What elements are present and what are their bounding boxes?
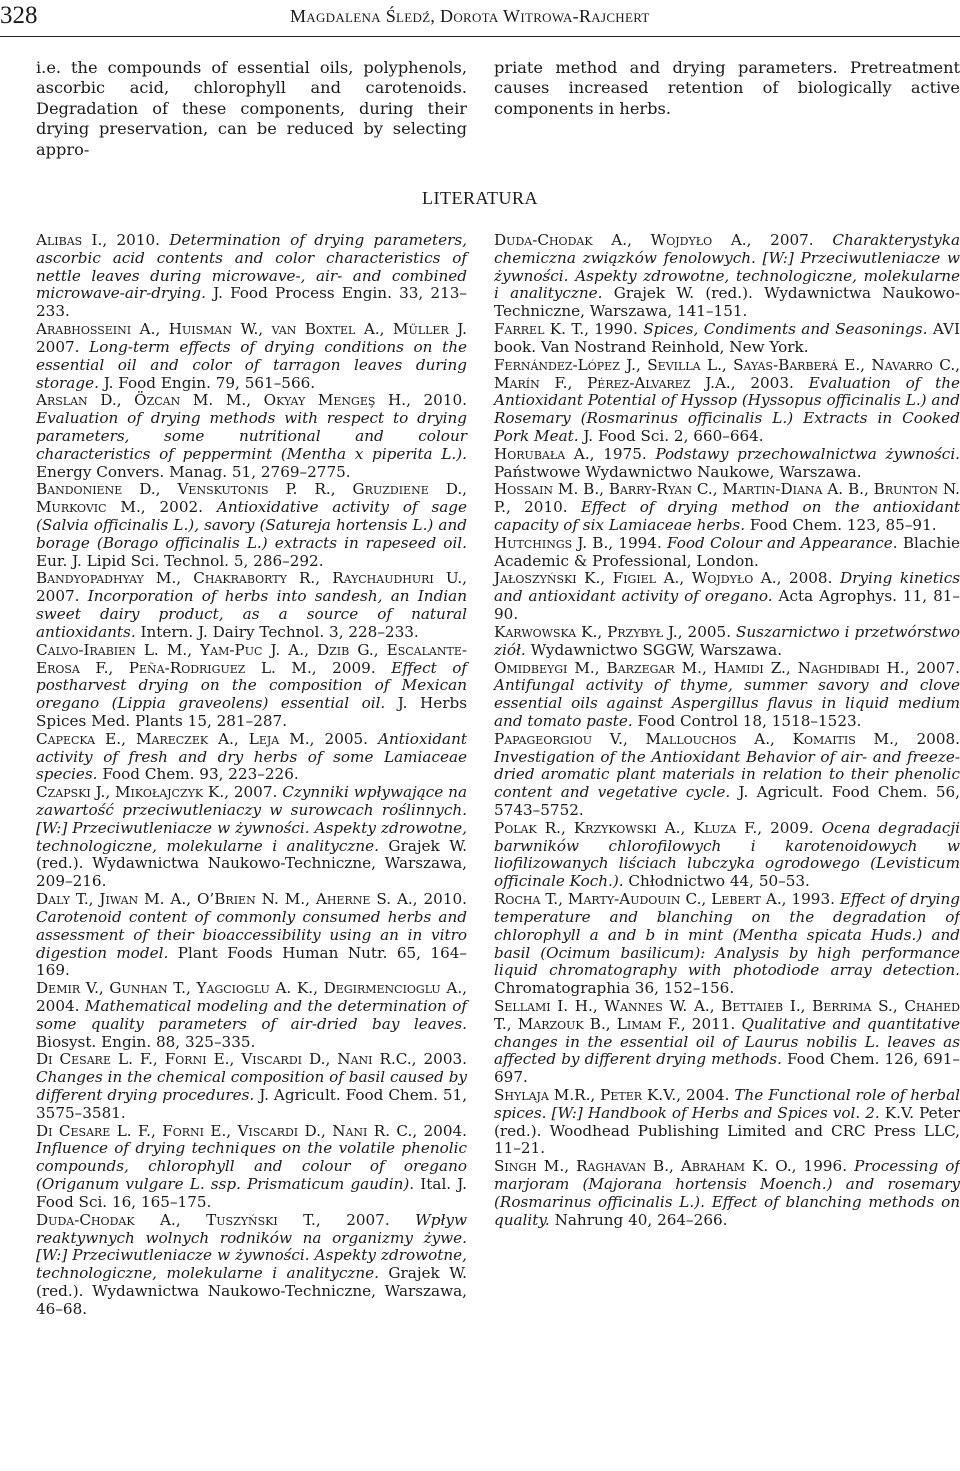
reference-authors: Jałoszyński K., Figiel A., Wojdyło A., 2008.	[494, 569, 833, 588]
reference-source: J. Herbs Spices Med. Plants 15, 281–287.	[36, 694, 467, 730]
reference-authors: Bandoniene D., Venskutonis P. R., Gruzdiene D., Murkovic M., 2002.	[36, 480, 467, 517]
intro-left-column	[36, 58, 467, 160]
reference-source: Food Control 18, 1518–1523.	[637, 711, 862, 730]
reference-source: Food Chem. 93, 223–226.	[102, 765, 299, 784]
page-header	[0, 0, 960, 37]
reference-source: Grajek W. (red.). Wydawnictwa Naukowo-Techniczne, Warszawa, 141–151.	[494, 284, 960, 321]
reference-entry	[494, 570, 960, 623]
reference-authors: Duda-Chodak A., Wojdyło A., 2007.	[494, 231, 814, 249]
reference-entry	[494, 232, 960, 321]
reference-source: Energy Convers. Manag. 51, 2769–2775.	[36, 462, 351, 481]
reference-authors: Singh M., Raghavan B., Abraham K. O., 1996.	[494, 1157, 848, 1176]
reference-title: Food Colour and Appearance.	[667, 533, 898, 552]
reference-source: Plant Foods Human Nutr. 65, 164–169.	[36, 943, 467, 980]
reference-authors: Daly T., Jiwan M. A., O’Brien N. M., Aherne S. A., 2010.	[36, 890, 467, 909]
reference-entry	[494, 321, 960, 357]
reference-source: Chłodnictwo 44, 50–53.	[628, 872, 810, 891]
reference-source: J. Food Process Engin. 33, 213–233.	[36, 284, 468, 321]
reference-authors: Alibas I., 2010.	[36, 231, 160, 249]
reference-authors: Sellami I. H., Wannes W. A., Bettaieb I., Berrima S., Chahed T., Marzouk B., Limam F., 2011.	[494, 996, 960, 1033]
reference-source: J. Food Engin. 79, 561–566.	[103, 373, 316, 392]
reference-entry	[36, 321, 467, 392]
reference-authors: Karwowska K., Przybył J., 2005.	[494, 622, 732, 641]
reference-entry	[494, 1087, 960, 1158]
reference-title: Spices, Condiments and Seasonings.	[643, 320, 928, 339]
reference-source: Wydawnictwo SGGW, Warszawa.	[530, 640, 783, 659]
section-heading: LITERATURA	[422, 188, 538, 208]
reference-title: The Functional role of herbal spices. [W:] Handbook of Herbs and Spices vol. 2.	[494, 1086, 960, 1122]
reference-entry	[36, 481, 467, 570]
reference-entry	[36, 980, 467, 1051]
reference-authors: Fernández-López J., Sevilla L., Sayas-Barberá E., Navarro C., Marín F., Pérez-Alvarez J.A., 2003.	[494, 355, 960, 392]
reference-title: Antioxidative activity of sage (Salvia officinalis L.), savory (Satureja hortensis L.) and borage (Borago officinalis L.) extracts in rapeseed oil.	[36, 498, 468, 552]
reference-title: Effect of drying temperature and blanching on the degradation of chlorophyll a and b in mint (Mentha spicata Huds.) and basil (Ocimum basilicum): Analysis by high performance liquid chromatography with photodiode array detection.	[494, 890, 960, 980]
reference-title: Determination of drying parameters, ascorbic acid contents and color characteristics of nettle leaves during microwave-, air- and combined microwave-air-drying.	[36, 231, 467, 303]
reference-authors: Farrel K. T., 1990.	[494, 320, 638, 339]
reference-entry	[494, 1158, 960, 1229]
reference-title: Evaluation of the Antioxidant Potential of Hyssop (Hyssopus officinalis L.) and Rosemary (Rosmarinus officinalis L.) Extracts in Cooked Pork Meat.	[494, 373, 960, 445]
reference-entry	[36, 784, 467, 891]
reference-authors: Hutchings J. B., 1994.	[494, 533, 662, 552]
reference-title: Effect of drying method on the antioxidant capacity of six Lamiaceae herbs.	[494, 498, 960, 534]
reference-entry	[494, 535, 960, 571]
reference-entry	[494, 820, 960, 891]
reference-entry	[494, 357, 960, 446]
reference-source: AVI book. Van Nostrand Reinhold, New York.	[494, 320, 960, 356]
reference-entry	[36, 891, 467, 980]
intro-paragraph-right: priate method and drying parameters. Pretreatment causes increased retention of biologically active components in herbs.	[494, 58, 960, 118]
reference-title: Ocena degradacji barwników chlorofilowych i karotenoidowych w liofilizowanych liściach lubczyka ogrodowego (Levisticum officinale Koch.).	[494, 818, 960, 891]
reference-source: Grajek W. (red.). Wydawnictwa Naukowo-Techniczne, Warszawa, 46–68.	[36, 1264, 467, 1318]
intro-paragraph-left: i.e. the compounds of essential oils, polyphenols, ascorbic acid, chlorophyll and carotenoids. Degradation of these components, during their drying preservation, can be reduced by selecting appro-	[36, 58, 467, 159]
reference-source: Food Chem. 123, 85–91.	[749, 516, 937, 534]
reference-entry	[36, 642, 467, 731]
reference-authors: Czapski J., Mikołajczyk K., 2007.	[36, 783, 278, 802]
reference-source: J. Food Sci. 2, 660–664.	[583, 426, 764, 445]
reference-entry	[36, 731, 467, 784]
reference-authors: Horubała A., 1975.	[494, 444, 647, 463]
reference-authors: Duda-Chodak A., Tuszyński T., 2007.	[36, 1210, 390, 1229]
reference-authors: Di Cesare L. F., Forni E., Viscardi D., Nani R.C., 2003.	[36, 1050, 467, 1069]
reference-title: Charakterystyka chemiczna związków fenolowych. [W:] Przeciwutleniacze w żywności. Aspekty zdrowotne, technologiczne, molekularne i analityczne.	[494, 231, 960, 303]
reference-source: Chromatographia 36, 152–156.	[494, 979, 735, 998]
reference-title: Podstawy przechowalnictwa żywności.	[655, 444, 960, 463]
reference-source: Biosyst. Engin. 88, 325–335.	[36, 1032, 256, 1051]
intro-right-column	[494, 58, 960, 119]
reference-entry	[494, 624, 960, 660]
reference-title: Carotenoid content of commonly consumed herbs and assessment of their bioaccessibility using an in vitro digestion model.	[36, 907, 467, 962]
reference-title: Incorporation of herbs into sandesh, an Indian sweet dairy product, as a source of natural antioxidants.	[36, 587, 468, 641]
reference-authors: Arslan D., Özcan M. M., Okyay Mengeş H., 2010.	[36, 391, 467, 410]
references-left-column	[36, 232, 467, 1319]
page-number: 328	[0, 2, 38, 29]
reference-source: J. Agricult. Food Chem. 51, 3575–3581.	[36, 1086, 468, 1122]
reference-entry	[494, 891, 960, 998]
reference-title: Effect of postharvest drying on the composition of Mexican oregano (Lippia graveolens) essential oil.	[36, 658, 468, 713]
reference-title: Qualitative and quantitative changes in the essential oil of Laurus nobilis L. leaves as affected by different drying methods.	[494, 1014, 960, 1069]
reference-entry	[36, 392, 467, 481]
reference-title: Antioxidant activity of fresh and dry herbs of some Lamiaceae species.	[36, 729, 467, 784]
reference-source: Nahrung 40, 264–266.	[554, 1210, 728, 1229]
reference-source: J. Agricult. Food Chem. 56, 5743–5752.	[494, 783, 960, 819]
reference-authors: Omidbeygi M., Barzegar M., Hamidi Z., Naghdibadi H., 2007.	[494, 658, 960, 677]
reference-entry	[36, 570, 467, 641]
reference-entry	[494, 731, 960, 820]
reference-title: Processing of marjoram (Majorana hortensis Moench.) and rosemary (Rosmarinus officinalis L.). Effect of blanching methods on quality.	[494, 1157, 960, 1229]
reference-title: Changes in the chemical composition of basil caused by different drying procedures.	[36, 1068, 467, 1104]
reference-title: Influence of drying techniques on the volatile phenolic compounds, chlorophyll and colour of oregano (Origanum vulgare L. ssp. Prismaticum gaudin).	[36, 1139, 467, 1194]
reference-entry	[494, 998, 960, 1087]
reference-entry	[494, 660, 960, 731]
reference-title: Mathematical modeling and the determination of some quality parameters of air-dried bay leaves.	[36, 996, 467, 1033]
reference-authors: Papageorgiou V., Mallouchos A., Komaitis M., 2008.	[494, 729, 960, 748]
reference-authors: Capecka E., Mareczek A., Leja M., 2005.	[36, 729, 369, 748]
reference-title: Wpływ reaktywnych wolnych rodników na organizmy żywe. [W:] Przeciwutleniacze w żywności. Aspekty zdrowotne, technologiczne, molekularne i analityczne.	[36, 1210, 467, 1283]
reference-entry	[36, 1051, 467, 1122]
reference-title: Investigation of the Antioxidant Behavior of air- and freeze-dried aromatic plant materials in relation to their phenolic content and vegetative cycle.	[494, 747, 960, 802]
reference-authors: Hossain M. B., Barry-Ryan C., Martin-Diana A. B., Brunton N. P., 2010.	[494, 480, 960, 517]
running-head: Magdalena Śledź, Dorota Witrowa-Rajchert	[290, 6, 650, 26]
reference-source: Intern. J. Dairy Technol. 3, 228–233.	[140, 622, 419, 641]
reference-entry	[36, 1212, 467, 1319]
reference-entry	[36, 232, 467, 321]
reference-source: Blachie Academic & Professional, London.	[494, 533, 960, 570]
reference-entry	[494, 481, 960, 534]
reference-authors: Shylaja M.R., Peter K.V., 2004.	[494, 1086, 730, 1104]
reference-source: Państwowe Wydawnictwo Naukowe, Warszawa.	[494, 462, 862, 481]
reference-title: Antifungal activity of thyme, summer savory and clove essential oils against Aspergillus flavus in liquid medium and tomato paste.	[494, 676, 960, 730]
reference-source: K.V. Peter (red.). Woodhead Publishing Limited and CRC Press LLC, 11–21.	[494, 1103, 960, 1158]
reference-authors: Bandyopadhyay M., Chakraborty R., Raychaudhuri U., 2007.	[36, 569, 467, 606]
reference-title: Evaluation of drying methods with respect to drying parameters, some nutritional and colour characteristics of peppermint (Mentha x piperita L.).	[36, 409, 467, 463]
reference-title: Czynniki wpływające na zawartość przeciwutleniaczy w surowcach roślinnych. [W:] Przeciwutleniacze w żywności. Aspekty zdrowotne, technologiczne, molekularne i analityczne.	[36, 783, 468, 855]
reference-authors: Polak R., Krzykowski A., Kluza F., 2009.	[494, 818, 814, 837]
reference-source: Ital. J. Food Sci. 16, 165–175.	[36, 1175, 467, 1211]
reference-source: Grajek W. (red.). Wydawnictwa Naukowo-Techniczne, Warszawa, 209–216.	[36, 836, 467, 891]
reference-authors: Rocha T., Marty-Audouin C., Lebert A., 1993.	[494, 890, 835, 909]
reference-title: Suszarnictwo i przetwórstwo ziół.	[494, 622, 960, 659]
reference-authors: Demir V., Gunhan T., Yagcioglu A. K., Degirmencioglu A., 2004.	[36, 979, 467, 1015]
reference-source: Acta Agrophys. 11, 81–90.	[494, 587, 960, 624]
reference-entry	[36, 1123, 467, 1212]
references-right-column	[494, 232, 960, 1230]
reference-title: Drying kinetics and antioxidant activity of oregano.	[494, 569, 960, 606]
reference-title: Long-term effects of drying conditions on the essential oil and color of tarragon leaves during storage.	[36, 337, 467, 392]
reference-authors: Arabhosseini A., Huisman W., van Boxtel A., Müller J. 2007.	[36, 320, 467, 356]
reference-source: Eur. J. Lipid Sci. Technol. 5, 286–292.	[36, 551, 324, 570]
reference-authors: Calvo-Irabien L. M., Yam-Puc J. A., Dzib G., Escalante-Erosa F., Peña-Rodriguez L. M., 2009.	[36, 640, 467, 677]
reference-authors: Di Cesare L. F., Forni E., Viscardi D., Nani R. C., 2004.	[36, 1121, 467, 1140]
reference-entry	[494, 446, 960, 482]
reference-source: Food Chem. 126, 691–697.	[494, 1050, 960, 1087]
